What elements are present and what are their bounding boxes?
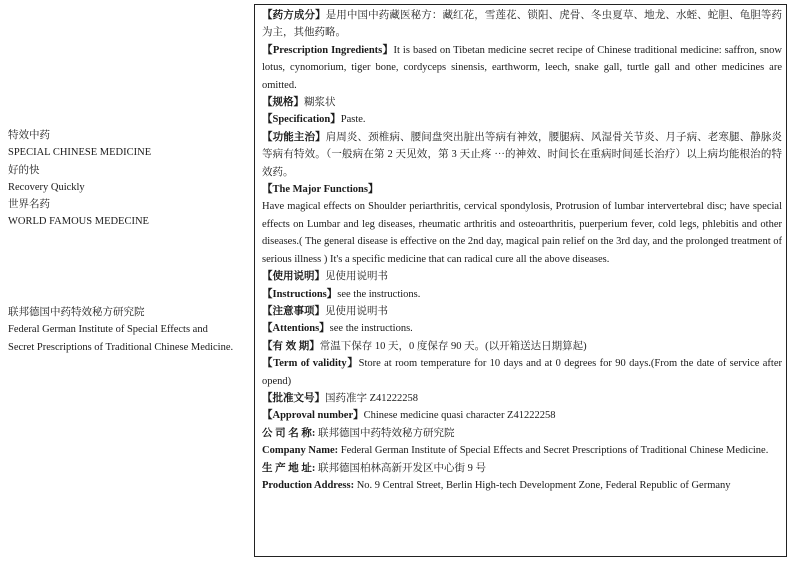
address-en-text: No. 9 Central Street, Berlin High-tech Development Zone, Federal Republic of Germany — [356, 479, 731, 491]
validity-en — [262, 355, 782, 390]
approval-cn-label: 【批准文号】 — [262, 392, 325, 404]
usage-cn-text: 见使用说明书 — [325, 271, 388, 283]
functions-cn — [262, 129, 782, 181]
slogan-cn-3: 世界名药 — [8, 199, 50, 211]
attention-cn-text: 见使用说明书 — [325, 305, 388, 317]
slogan-en-2: Recovery Quickly — [8, 181, 85, 193]
left-institute — [8, 304, 236, 356]
spec-en-text: Paste. — [340, 114, 366, 126]
address-en-label: Production Address: — [262, 479, 355, 491]
functions-en-text: Have magical effects on Shoulder periarthritis, cervical spondylosis, Protrusion of lumbar intervertebral disc; have special effects on Lumbar and leg diseases, rheumatic arthritis and osteoarthritis, puerperium fever, cold legs, phlebitis and other diseases.( The general disease is effective on the 2nd day, magical pain relief on the 3rd day, and the prolonged treatment of serious illness ) It's a specific medicine that can radical cure all the above diseases. — [262, 201, 782, 265]
ingredients-cn-label: 【药方成分】 — [262, 10, 326, 21]
company-en-label: Company Name: — [262, 445, 339, 457]
ingredients-en-text: It is based on Tibetan medicine secret recipe of Chinese traditional medicine: saffron, snow lotus, cynomorium, tiger bone, cordyceps sinensis, earthworm, leech, snake gall, turtle gall and other medicines are omitted. — [262, 44, 782, 91]
attention-cn — [262, 303, 782, 320]
usage-cn-label: 【使用说明】 — [262, 271, 325, 283]
ingredients-cn — [262, 7, 782, 42]
slogan-en-3: WORLD FAMOUS MEDECINE — [8, 216, 149, 228]
approval-en — [262, 407, 782, 424]
spec-en-label: 【Specification】 — [262, 114, 341, 126]
spec-cn-label: 【规格】 — [262, 97, 304, 109]
functions-cn-label: 【功能主治】 — [262, 131, 326, 143]
approval-en-text: Chinese medicine quasi character Z41222258 — [363, 410, 556, 422]
slogan-en-1: SPECIAL CHINESE MEDICINE — [8, 147, 152, 159]
validity-cn-text: 常温下保存 10 天，0 度保存 90 天。(以开箱送达日期算起) — [319, 340, 587, 352]
ingredients-en — [262, 42, 782, 94]
usage-cn — [262, 268, 782, 285]
address-cn-text: 联邦德国柏林高新开发区中心街 9 号 — [318, 462, 486, 474]
functions-cn-text: 肩周炎、颈椎病、腰间盘突出脏出等病有神效，腰腿病、风湿骨关节炎、月子病、老寒腿、静脉炎等病有特效。（一般病在第 2 天见效，第 3 天止疼 ···的神效、时间长在重病时间延长治疗）以上病均能根治的特效药。 — [262, 131, 782, 178]
company-cn-text: 联邦德国中药特效秘方研究院 — [318, 427, 455, 439]
company-en-text: Federal German Institute of Special Effects and Secret Prescriptions of Traditional Chinese Medicine. — [340, 445, 769, 457]
left-slogans — [8, 127, 244, 231]
validity-en-text: Store at room temperature for 10 days and at 0 degrees for 90 days.(From the date of service after opend) — [262, 358, 782, 387]
approval-cn — [262, 390, 782, 407]
approval-en-label: 【Approval number】 — [262, 410, 364, 422]
attention-en-label: 【Attentions】 — [262, 323, 330, 335]
attention-cn-label: 【注意事项】 — [262, 305, 325, 317]
functions-en-heading — [262, 181, 782, 198]
attention-en-text: see the instructions. — [329, 323, 413, 335]
address-cn — [262, 460, 782, 477]
ingredients-cn-text: 是用中国中药藏医秘方：藏红花，雪莲花、锁阳、虎骨、冬虫夏草、地龙、水蛭、蛇胆、龟胆等药为主，其他药略。 — [262, 10, 782, 39]
slogan-cn-2: 好的快 — [8, 164, 40, 176]
spec-cn — [262, 94, 782, 111]
company-en — [262, 442, 782, 459]
usage-en-text: see the instructions. — [337, 288, 421, 300]
validity-cn — [262, 338, 782, 355]
institute-name-en: Federal German Institute of Special Effects and Secret Prescriptions of Traditional Chinese Medicine. — [8, 324, 234, 353]
validity-cn-label: 【有 效 期】 — [262, 340, 320, 352]
approval-cn-text: 国药准字 Z41222258 — [325, 392, 419, 404]
address-en — [262, 477, 782, 494]
product-info-box — [254, 4, 787, 557]
usage-en — [262, 286, 782, 303]
address-cn-label: 生 产 地 址: — [262, 462, 316, 474]
ingredients-en-label: 【Prescription Ingredients】 — [262, 44, 394, 56]
spec-en — [262, 111, 782, 128]
slogan-cn-1: 特效中药 — [8, 130, 50, 141]
functions-en-label: 【The Major Functions】 — [262, 184, 379, 196]
validity-en-label: 【Term of validity】 — [262, 358, 359, 370]
company-cn-label: 公 司 名 称: — [262, 427, 316, 439]
attention-en — [262, 320, 782, 337]
usage-en-label: 【Instructions】 — [262, 288, 338, 300]
company-cn — [262, 425, 782, 442]
institute-name-cn: 联邦德国中药特效秘方研究院 — [8, 307, 145, 318]
spec-cn-text: 糊浆状 — [304, 97, 336, 109]
